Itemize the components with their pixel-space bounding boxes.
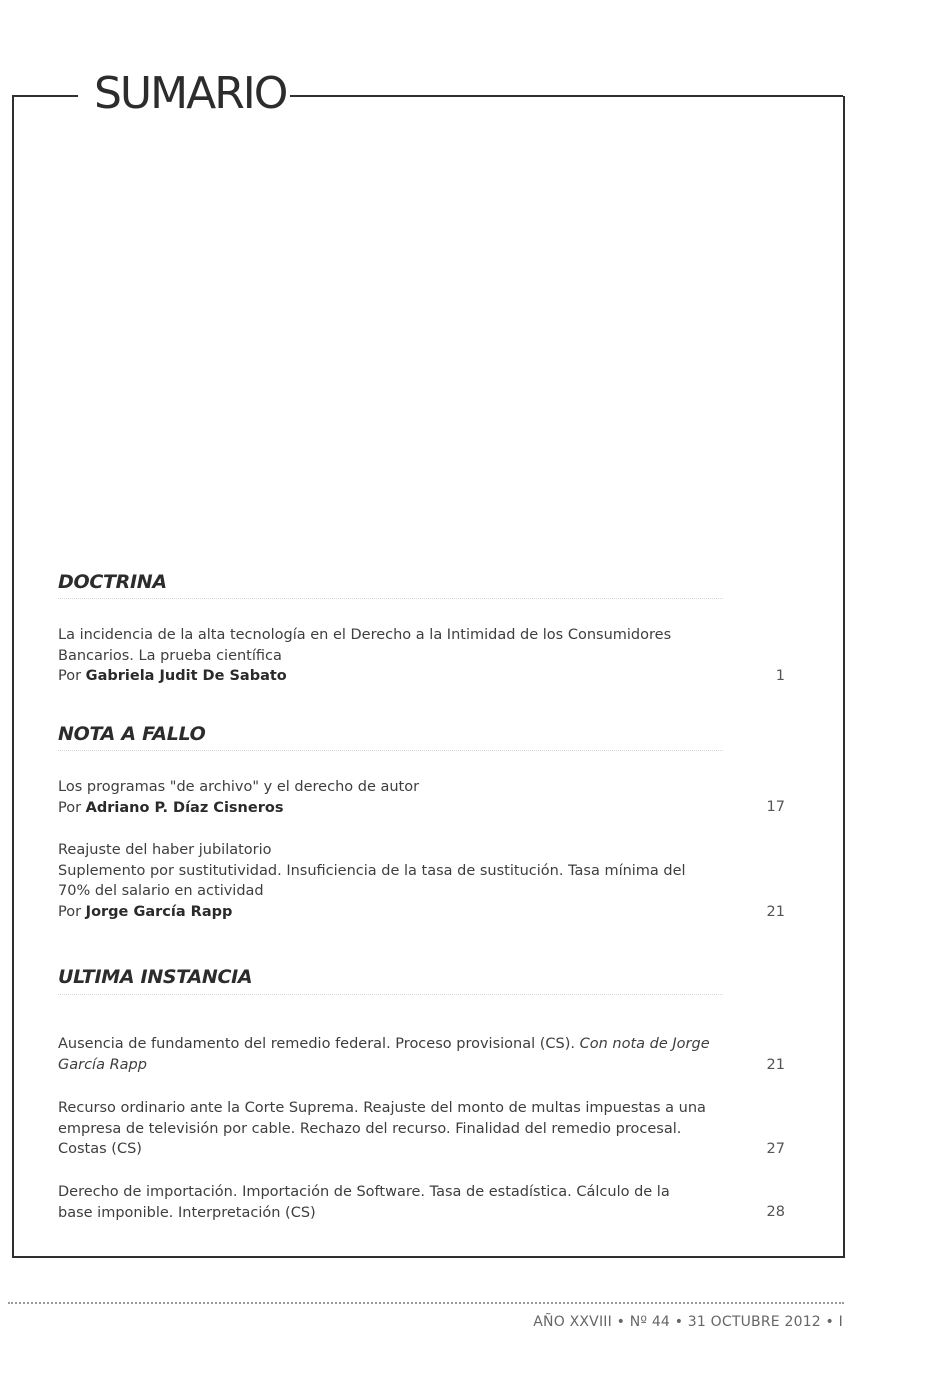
- toc-entry[interactable]: [58, 625, 726, 687]
- entry-title-line: Costas (CS): [58, 1141, 142, 1157]
- page-number: 17: [766, 799, 785, 815]
- entry-author-line: [58, 902, 726, 923]
- page-number: 21: [766, 904, 785, 920]
- entry-title-line: 70% del salario en actividad: [58, 883, 264, 899]
- author-name: Gabriela Judit De Sabato: [85, 668, 287, 684]
- toc-entry[interactable]: [58, 840, 726, 922]
- entry-title-line: base imponible. Interpretación (CS): [58, 1204, 316, 1221]
- author-name: Jorge García Rapp: [85, 903, 233, 920]
- author-name: Adriano P. Díaz Cisneros: [85, 799, 284, 816]
- entry-title-line: Recurso ordinario ante la Corte Suprema. Reajuste del monto de multas impuestas a una: [58, 1100, 706, 1116]
- entry-title-line: [58, 1055, 726, 1076]
- author-prefix: Por: [58, 799, 86, 816]
- entry-title-line: Suplemento por sustitutividad. Insuficiencia de la tasa de sustitución. Tasa mínima del: [58, 862, 686, 879]
- page-number: 28: [766, 1204, 785, 1220]
- entry-title-line: Los programas "de archivo" y el derecho de autor: [58, 779, 420, 795]
- entry-author-line: [58, 666, 726, 687]
- entry-title-line: [58, 1034, 726, 1055]
- section-rule: [58, 750, 723, 751]
- entry-title-line: Reajuste del haber jubilatorio: [58, 842, 272, 858]
- page-title: SUMARIO: [94, 68, 287, 119]
- entry-title-line: Bancarios. La prueba científica: [58, 647, 282, 664]
- toc-entry[interactable]: [58, 777, 726, 818]
- entry-note-italic: García Rapp: [58, 1056, 147, 1073]
- frame-top-rule-right: [290, 95, 843, 97]
- page-number: 21: [766, 1057, 785, 1073]
- page-number: 1: [775, 668, 785, 684]
- entry-title-text: Ausencia de fundamento del remedio federal. Proceso provisional (CS).: [58, 1036, 580, 1052]
- frame-top-rule-left: [12, 95, 78, 97]
- toc-entry[interactable]: [58, 1182, 726, 1223]
- entry-title-line: empresa de televisión por cable. Rechazo del recurso. Finalidad del remedio procesal.: [58, 1120, 682, 1137]
- entry-title-line: La incidencia de la alta tecnología en el Derecho a la Intimidad de los Consumidores: [58, 627, 672, 643]
- toc-entry[interactable]: [58, 1034, 726, 1075]
- section-heading-ultima-instancia: ULTIMA INSTANCIA: [58, 966, 253, 988]
- entry-author-line: [58, 798, 726, 819]
- footer-issue-info: AÑO XXVIII • Nº 44 • 31 OCTUBRE 2012 • I: [533, 1314, 843, 1330]
- section-rule: [58, 994, 723, 995]
- author-prefix: Por: [58, 668, 86, 684]
- toc-entry[interactable]: [58, 1098, 726, 1160]
- footer-dotted-rule: [8, 1302, 844, 1304]
- entry-note-italic: Con nota de Jorge: [579, 1036, 710, 1052]
- section-heading-doctrina: DOCTRINA: [58, 571, 167, 593]
- section-heading-nota-a-fallo: NOTA A FALLO: [58, 723, 206, 745]
- section-rule: [58, 598, 723, 599]
- page-number: 27: [766, 1141, 785, 1157]
- author-prefix: Por: [58, 903, 86, 920]
- entry-title-line: Derecho de importación. Importación de Software. Tasa de estadística. Cálculo de la: [58, 1184, 670, 1200]
